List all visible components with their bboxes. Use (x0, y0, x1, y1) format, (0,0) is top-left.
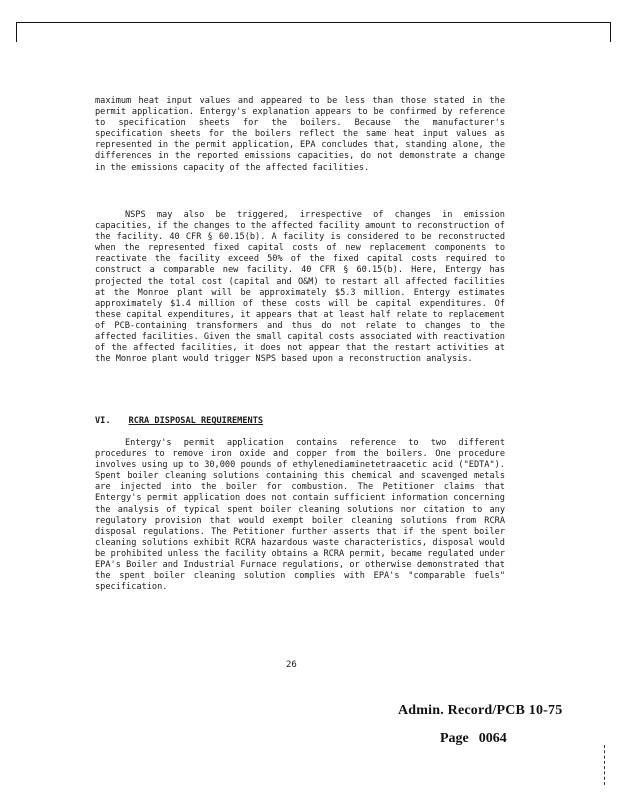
section-number: VI. (95, 416, 111, 426)
page-stamp-value: 0064 (478, 731, 507, 746)
scan-edge-marks (604, 745, 607, 785)
page-border-left (16, 22, 17, 42)
section-title: RCRA DISPOSAL REQUIREMENTS (128, 416, 264, 426)
admin-record-stamp: Admin. Record/PCB 10-75 (398, 703, 563, 718)
page-number: 26 (286, 660, 297, 670)
page-stamp (440, 731, 507, 747)
page-stamp-label: Page (440, 731, 469, 746)
paragraph-nsps-reconstruction: NSPS may also be triggered, irrespective of changes in emission capacities, if the changes to the affected facility amount to reconstruction of the facility. 40 CFR § 60.15(b). A facility is considered to be reconstructed when the represented fixed capital costs of new replacement components to reactivate the facility exceed 50% of the fixed capital costs required to construct a comparable new facility. 40 CFR § 60.15(b). Here, Entergy has projected the total cost (capital and O&M) to restart all affected facilities at the Monroe plant will be approximately $5.3 million. Entergy estimates approximately $1.4 million of these costs will be capital expenditures. Of these capital expenditures, it appears that at least half relate to replacement of PCB-containing transformers and thus do not relate to changes to the affected facilities. Given the small capital costs associated with reactivation of the affected facilities, it does not appear that the restart activities at the Monroe plant would trigger NSPS based upon a reconstruction analysis. (95, 210, 505, 365)
paragraph-rcra-disposal: Entergy's permit application contains reference to two different procedures to remove iron oxide and copper from the boilers. One procedure involves using up to 30,000 pounds of ethylenediaminetetraacetic acid ("EDTA"). Spent boiler cleaning solutions containing this chemical and scavenged metals are injected into the boiler for combustion. The Petitioner claims that Entergy's permit application does not contain sufficient information concerning the analysis of typical spent boiler cleaning solutions nor citation to any regulatory provision that would exempt boiler cleaning solutions from RCRA disposal regulations. The Petitioner further asserts that if the spent boiler cleaning solutions exhibit RCRA hazardous waste characteristics, disposal would be prohibited unless the facility obtains a RCRA permit, became regulated under EPA's Boiler and Industrial Furnace regulations, or otherwise demonstrated that the spent boiler cleaning solution complies with EPA's "comparable fuels" specification. (95, 438, 505, 593)
page-border-top (16, 22, 610, 23)
page-border-right (610, 22, 611, 42)
section-heading (95, 416, 263, 427)
paragraph-emissions-capacity: maximum heat input values and appeared to be less than those stated in the permit application. Entergy's explanation appears to be confirmed by reference to specification sheets for the boilers. Because the manufacturer's specification sheets for the boilers reflect the same heat input values as represented in the permit application, EPA concludes that, standing alone, the differences in the reported emissions capacities, do not demonstrate a change in the emissions capacity of the affected facilities. (95, 96, 505, 173)
